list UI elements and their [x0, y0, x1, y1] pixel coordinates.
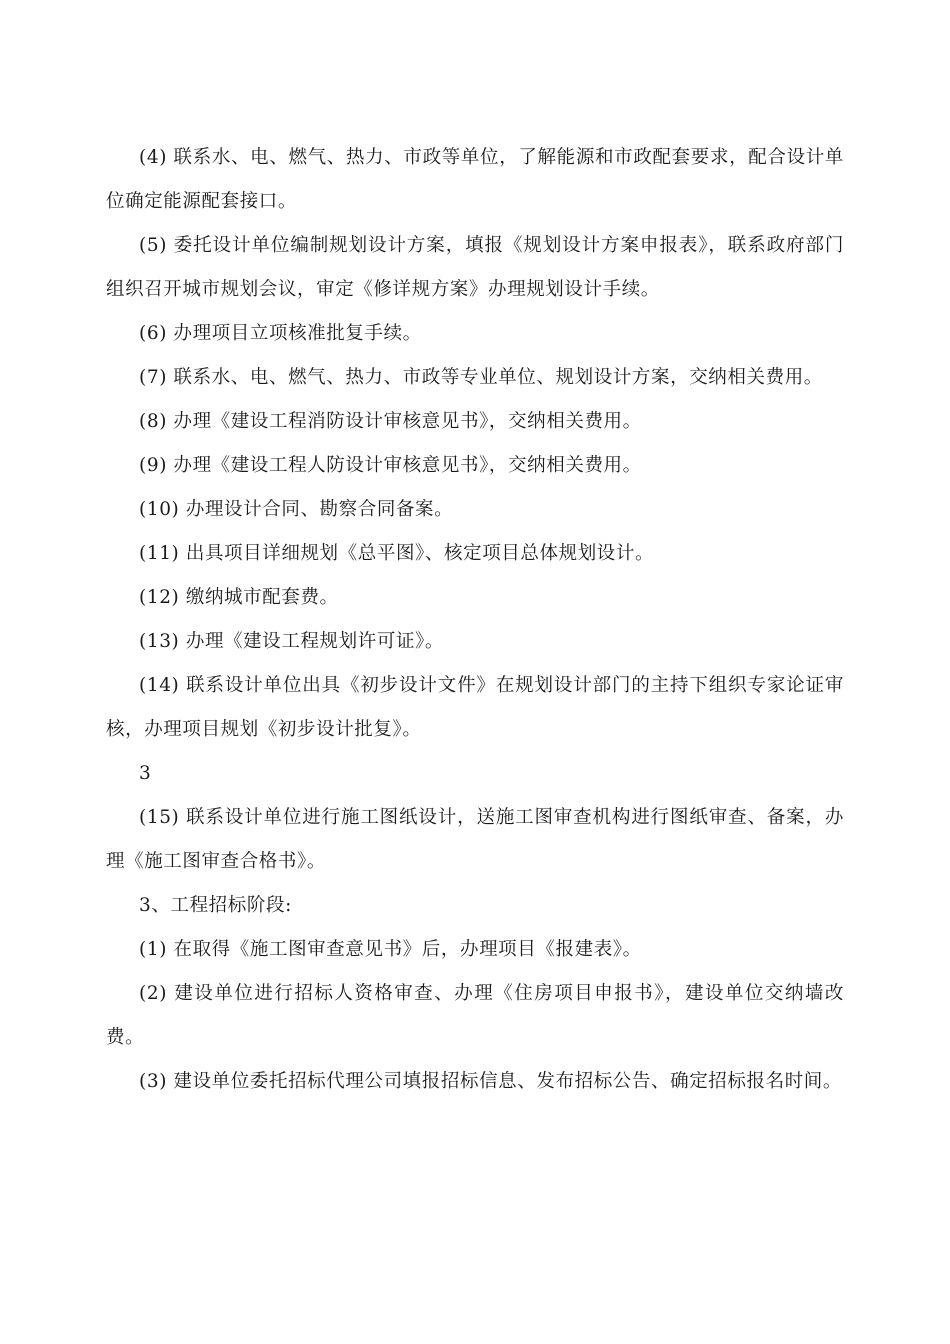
paragraph-item-2: (2) 建设单位进行招标人资格审查、办理《住房项目申报书》，建设单位交纳墙改费。 — [106, 983, 844, 1048]
paragraph-item-6: (6) 办理项目立项核准批复手续。 — [139, 323, 422, 344]
page-number-marker: 3 — [139, 763, 152, 784]
paragraph-item-5: (5) 委托设计单位编制规划设计方案，填报《规划设计方案申报表》，联系政府部门组织召开城市规划会议，审定《修详规方案》办理规划设计手续。 — [106, 235, 844, 300]
document-body — [106, 136, 844, 1104]
paragraph-item-12: (12) 缴纳城市配套费。 — [139, 587, 339, 608]
paragraph-item-14: (14) 联系设计单位出具《初步设计文件》在规划设计部门的主持下组织专家论证审核，办理项目规划《初步设计批复》。 — [106, 675, 844, 740]
paragraph-item-8: (8) 办理《建设工程消防设计审核意见书》，交纳相关费用。 — [139, 411, 642, 432]
paragraph-item-3: (3) 建设单位委托招标代理公司填报招标信息、发布招标公告、确定招标报名时间。 — [139, 1071, 842, 1092]
paragraph-item-7: (7) 联系水、电、燃气、热力、市政等专业单位、规划设计方案，交纳相关费用。 — [139, 367, 823, 388]
paragraph-item-13: (13) 办理《建设工程规划许可证》。 — [139, 631, 445, 652]
paragraph-item-11: (11) 出具项目详细规划《总平图》、核定项目总体规划设计。 — [139, 543, 655, 564]
paragraph-item-9: (9) 办理《建设工程人防设计审核意见书》，交纳相关费用。 — [139, 455, 642, 476]
section-heading: 3、工程招标阶段: — [139, 895, 292, 916]
paragraph-item-15: (15) 联系设计单位进行施工图纸设计，送施工图审查机构进行图纸审查、备案，办理《施工图审查合格书》。 — [106, 807, 844, 872]
paragraph-item-4: (4) 联系水、电、燃气、热力、市政等单位，了解能源和市政配套要求，配合设计单位确定能源配套接口。 — [106, 147, 844, 212]
paragraph-item-10: (10) 办理设计合同、勘察合同备案。 — [139, 499, 454, 520]
paragraph-item-1: (1) 在取得《施工图审查意见书》后，办理项目《报建表》。 — [139, 939, 642, 960]
